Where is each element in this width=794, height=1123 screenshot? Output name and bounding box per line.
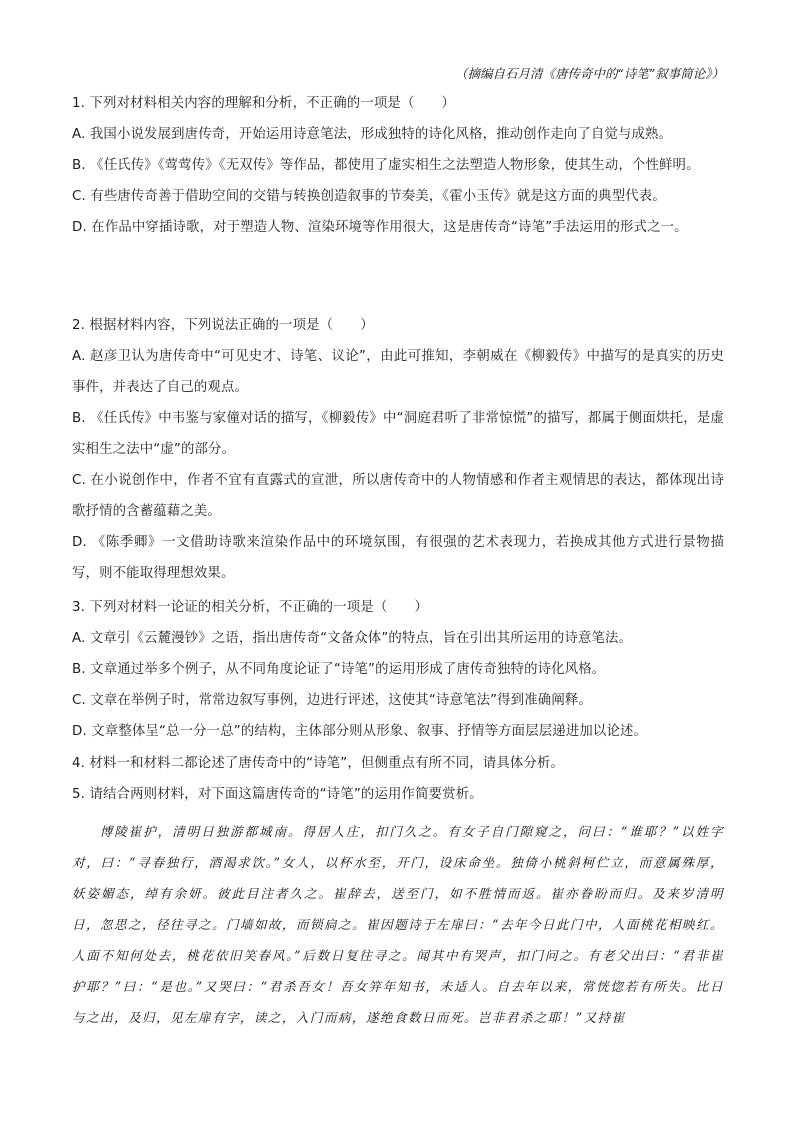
passage-text: 博陵崔护，清明日独游都城南。得居人庄，扣门久之。有女子自门隙窥之，问曰：“谁耶？”以姓字对，曰：“寻春独行，酒渴求饮。”女人，以杯水至，开门，设床命坐。独倚小桃斜柯伫立，而意属殊厚，妖姿媚态，绰有余妍。彼此目注者久之。崔辞去，送至门，如不胜情而返。崔亦眷盼而归。及来岁清明日，忽思之，径往寻之。门墙如故，而锁扃之。崔因题诗于左扉曰：“去年今日此门中，人面桃花相映红。人面不知何处去，桃花依旧笑春风。”后数日复往寻之。闻其中有哭声，扣门问之。有老父出曰：“君非崔护耶？”曰：“是也。”又哭曰：“君杀吾女！吾女笄年知书，未适人。自去年以来，常恍惚若有所失。比日与之出，及归，见左扉有字，读之，入门而病，遂绝食数日而死。岂非君杀之耶！”又持崔 [72, 824, 724, 1025]
question-1-option-b: B. 《任氏传》《莺莺传》《无双传》等作品，都使用了虚实相生之法塑造人物形象，使其生动，个性鲜明。 [72, 158, 700, 173]
question-3-option-d: D. 文章整体呈“总一分一总”的结构，主体部分则从形象、叙事、抒情等方面层层递进加以论述。 [72, 724, 648, 739]
question-2-option-a: A. 赵彦卫认为唐传奇中“可见史才、诗笔、议论”，由此可推知，李朝威在《柳毅传》中描写的是真实的历史事件，并表达了自己的观点。 [72, 349, 724, 395]
question-2-option-d: D. 《陈季卿》一文借助诗歌来渲染作品中的环境氛围，有很强的艺术表现力，若换成其他方式进行景物描写，则不能取得理想效果。 [72, 535, 724, 581]
question-2-stem: 2. 根据材料内容，下列说法正确的一项是（ ） [72, 318, 374, 333]
question-1-option-c: C. 有些唐传奇善于借助空间的交错与转换创造叙事的节奏美，《霍小玉传》就是这方面的典型代表。 [72, 189, 666, 204]
question-1-stem: 1. 下列对材料相关内容的理解和分析，不正确的一项是（ ） [72, 96, 456, 111]
question-3-stem: 3. 下列对材料一论证的相关分析，不正确的一项是（ ） [72, 600, 428, 615]
question-3 [72, 592, 724, 747]
question-3-option-b: B. 文章通过举多个例子，从不同角度论证了“诗笔”的运用形成了唐传奇独特的诗化风格。 [72, 662, 606, 677]
question-2 [72, 310, 724, 589]
question-2-option-b: B. 《任氏传》中韦鉴与家僮对话的描写，《柳毅传》中“洞庭君听了非常惊慌”的描写，都属于侧面烘托，是虚实相生之法中“虚”的部分。 [72, 411, 724, 457]
question-3-option-a: A. 文章引《云麓漫钞》之语，指出唐传奇“文备众体”的特点，旨在引出其所运用的诗意笔法。 [72, 631, 633, 646]
question-5: 5. 请结合两则材料，对下面这篇唐传奇的“诗笔”的运用作简要赏析。 [72, 787, 483, 802]
question-1-option-d: D. 在作品中穿插诗歌，对于塑造人物、渲染环境等作用很大，这是唐传奇“诗笔”手法运用的形式之一。 [72, 220, 688, 235]
question-3-option-c: C. 文章在举例子时，常常边叙写事例，边进行评述，这使其“诗意笔法”得到准确阐释。 [72, 693, 592, 708]
question-2-option-c: C. 在小说创作中，作者不宜有直露式的宣泄，所以唐传奇中的人物情感和作者主观情思的表达，都体现出诗歌抒情的含蓄蕴藉之美。 [72, 473, 724, 519]
passage [72, 816, 724, 1033]
question-1-option-a: A. 我国小说发展到唐传奇，开始运用诗意笔法，形成独特的诗化风格，推动创作走向了自觉与成熟。 [72, 127, 673, 142]
question-4: 4. 材料一和材料二都论述了唐传奇中的“诗笔”，但侧重点有所不同，请具体分析。 [72, 756, 565, 771]
question-1 [72, 88, 724, 243]
question-4-5 [72, 748, 724, 810]
source-citation: （摘编自石月清《唐传奇中的“诗笔”叙事简论》） [454, 66, 724, 81]
